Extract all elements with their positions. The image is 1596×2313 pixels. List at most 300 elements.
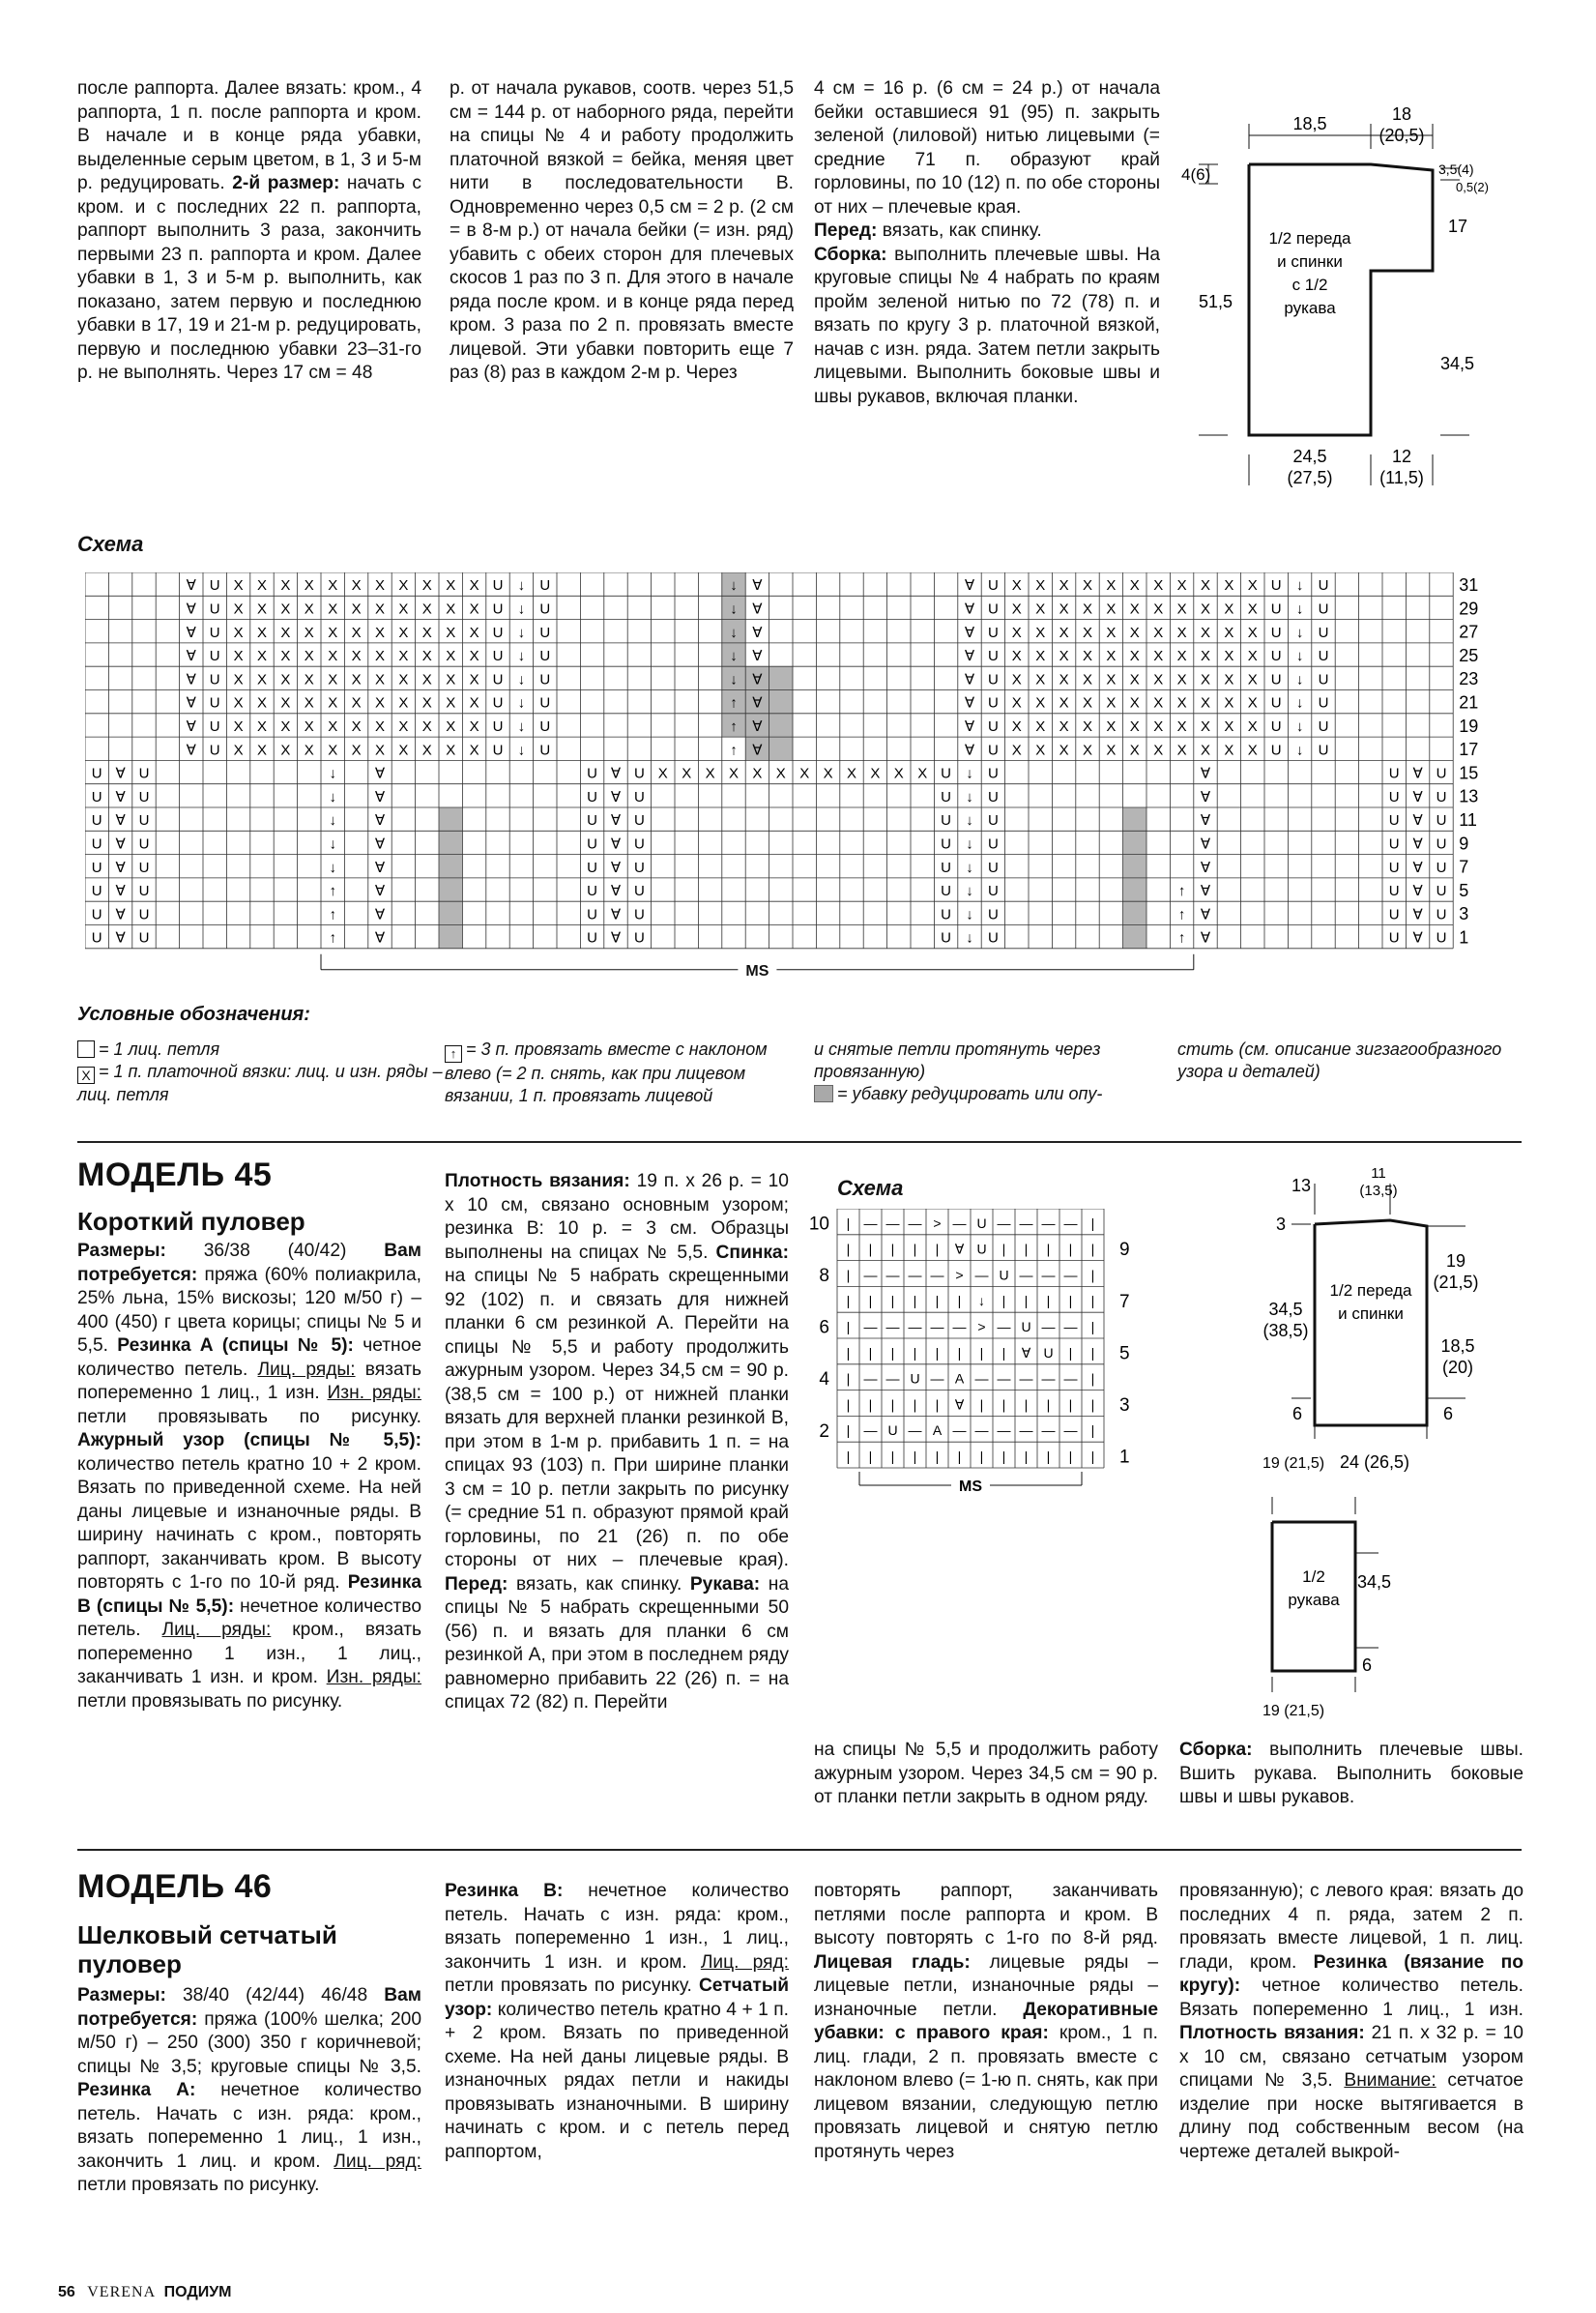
text-run: Плотность вязания: xyxy=(1179,2023,1365,2043)
chart-symbol: X xyxy=(1200,624,1211,641)
small-chart-symbol: — xyxy=(908,1215,922,1231)
legend-col-1 xyxy=(77,1039,445,1106)
chart-symbol: ∀ xyxy=(186,577,196,595)
chart-symbol: ∀ xyxy=(964,671,975,688)
chart-symbol: U xyxy=(1388,859,1400,876)
d13-text: (11,5) xyxy=(1379,468,1424,487)
chart-symbol: X xyxy=(351,577,362,595)
lab2-1: 1/2 xyxy=(1302,1567,1325,1586)
text-run: Лиц. ряды: xyxy=(257,1359,356,1380)
chart-symbol: X xyxy=(846,765,857,782)
small-chart-symbol: — xyxy=(863,1215,878,1231)
small-chart-symbol: U xyxy=(1021,1319,1031,1335)
chart-symbol: ↓ xyxy=(329,812,336,830)
chart-symbol: U xyxy=(1318,671,1329,688)
chart-symbol: ↓ xyxy=(1295,648,1304,665)
d11-text: (27,5) xyxy=(1287,468,1333,487)
d4-text: 4(6) xyxy=(1181,165,1211,184)
chart-symbol: ↓ xyxy=(966,788,973,805)
chart-symbol: X xyxy=(1035,648,1046,665)
lab1-1: 1/2 переда xyxy=(1329,1281,1412,1300)
chart-symbol: X xyxy=(775,765,786,782)
chart-symbol: X xyxy=(1176,742,1187,759)
chart-symbol: ↑ xyxy=(730,694,738,712)
chart-row-number: 9 xyxy=(1459,834,1469,854)
chart-symbol: ∀ xyxy=(115,765,126,782)
chart-symbol: U xyxy=(1270,600,1282,618)
model46-column-1 xyxy=(77,1984,421,2198)
chart-symbol: X xyxy=(1153,718,1164,736)
small-chart-symbol: — xyxy=(930,1267,944,1283)
grey-cell xyxy=(439,807,462,831)
chart-symbol: U xyxy=(941,835,952,853)
chart-symbol: U xyxy=(138,788,150,805)
chart-symbol: ∀ xyxy=(1200,788,1211,805)
chart-symbol: U xyxy=(539,742,551,759)
text-run: 21 п. х 32 р. = 10 х 10 см, связано сетчатым узором спицами № 3,5. xyxy=(1179,2023,1523,2091)
chart-symbol: X xyxy=(1247,694,1258,712)
chart-symbol: ∀ xyxy=(1200,929,1211,947)
model45-column-3 xyxy=(814,1739,1158,1810)
brand-podium: ПОДИУМ xyxy=(163,2284,232,2300)
chart-symbol: U xyxy=(1388,765,1400,782)
legend-1: = 1 лиц. петля xyxy=(99,1039,220,1059)
chart-symbol: ∀ xyxy=(1412,859,1423,876)
chart-symbol: X xyxy=(233,718,244,736)
small-chart-symbol: | xyxy=(846,1267,851,1283)
chart-symbol: ↓ xyxy=(730,648,738,665)
chart-symbol: X xyxy=(328,577,338,595)
chart-symbol: X xyxy=(1224,718,1234,736)
chart-symbol: ↓ xyxy=(966,835,973,853)
chart-symbol: U xyxy=(91,883,102,900)
chart-symbol: U xyxy=(633,765,645,782)
text-run: провязанную); с левого края: вязать до последних 4 п. ряда, затем 2 п. провязать вместе лицевой, 1 п. лиц. глади, кром. xyxy=(1179,1881,1523,1973)
a6-text: (21,5) xyxy=(1433,1273,1479,1292)
garter-symbol-icon: X xyxy=(77,1067,95,1084)
small-chart-symbol: | xyxy=(913,1449,917,1465)
small-chart-symbol: | xyxy=(935,1293,940,1309)
chart-symbol: U xyxy=(941,788,952,805)
model46-heading: МОДЕЛЬ 46 xyxy=(77,1868,273,1905)
chart-symbol: ↑ xyxy=(329,883,336,900)
chart-symbol: X xyxy=(1082,624,1093,641)
small-chart-symbol: — xyxy=(974,1422,989,1439)
chart-symbol: X xyxy=(328,600,338,618)
chart-symbol: X xyxy=(1035,742,1046,759)
chart-symbol: ∀ xyxy=(1412,906,1423,923)
chart-symbol: U xyxy=(138,812,150,830)
chart-symbol: ↑ xyxy=(329,929,336,947)
chart-symbol: ∀ xyxy=(752,718,763,736)
chart-symbol: X xyxy=(1176,648,1187,665)
chart-symbol: X xyxy=(374,648,386,665)
chart-symbol: U xyxy=(138,835,150,853)
small-chart-symbol: | xyxy=(1024,1396,1029,1413)
small-chart-symbol: | xyxy=(979,1344,984,1361)
chart-symbol: ↓ xyxy=(329,859,336,876)
chart-symbol: ↓ xyxy=(329,765,336,782)
chart-symbol: U xyxy=(587,929,598,947)
chart-symbol: X xyxy=(1082,671,1093,688)
text-run: количество петель кратно 10 + 2 кром. Вязать по приведенной схеме. На ней даны лицевые и изнаночные ряды. В ширину начинать с кром., повторять раппорт, заканчивать кром. В высоту повторять с 1-го по 10-й ряд. xyxy=(77,1453,421,1593)
text-run: 36/38 (40/42) xyxy=(165,1241,385,1261)
text-run: 19 п. х 26 р. = 10 х 10 см, связано основным узором; резинка В: 10 р. = 3 см. Образцы выполнены на спицах № 5,5. xyxy=(445,1171,789,1263)
d-label-2: и спинки xyxy=(1277,252,1343,271)
chart-symbol: X xyxy=(421,694,432,712)
small-chart-symbol: U xyxy=(887,1422,898,1439)
grey-cell xyxy=(439,831,462,854)
a2-text: 11 xyxy=(1371,1165,1386,1182)
grey-cell xyxy=(769,714,793,737)
assembly-text: выполнить плечевые швы. На круговые спицы № 4 набрать по краям пройм зеленой нитью по 72 (78) п. и вязать по кругу 3 р. платочной вязкой, начав с изн. ряда. Затем петли закрыть лицевыми. Выполнить боковые швы и швы рукавов, включая планки. xyxy=(814,244,1160,407)
small-chart-symbol: — xyxy=(863,1370,878,1387)
small-chart-symbol: | xyxy=(890,1449,895,1465)
chart-symbol: X xyxy=(1011,577,1022,595)
chart-symbol: ∀ xyxy=(374,929,386,947)
d9-text: 34,5 xyxy=(1440,354,1475,373)
chart-symbol: ∀ xyxy=(186,624,196,641)
text-run: нечетное количество петель. Начать с изн. ряда: кром., вязать попеременно 1 лиц., 1 изн., закончить 1 лиц. и кром. xyxy=(77,2080,421,2172)
chart-symbol: X xyxy=(351,742,362,759)
chart-symbol: X xyxy=(351,671,362,688)
small-chart-symbol: — xyxy=(908,1267,922,1283)
small-chart-symbol: | xyxy=(913,1293,917,1309)
chart-symbol: ∀ xyxy=(374,812,386,830)
chart-symbol: ∀ xyxy=(374,835,386,853)
small-chart-symbol: | xyxy=(846,1241,851,1257)
chart-symbol: ∀ xyxy=(374,859,386,876)
grey-cell xyxy=(1123,901,1146,924)
chart-symbol: X xyxy=(469,671,479,688)
chart-symbol: ↓ xyxy=(1295,600,1304,618)
chart-symbol: U xyxy=(1436,835,1447,853)
small-chart-symbol: | xyxy=(913,1241,917,1257)
chart-symbol: X xyxy=(351,648,362,665)
chart-symbol: X xyxy=(398,694,409,712)
a15-text: 34,5 xyxy=(1357,1572,1392,1592)
divider-1 xyxy=(77,1141,1522,1143)
chart-symbol: U xyxy=(941,812,952,830)
chart-symbol: X xyxy=(1011,624,1022,641)
chart-symbol: X xyxy=(374,742,386,759)
chart-symbol: ∀ xyxy=(115,929,126,947)
d2-text: 18 xyxy=(1391,106,1412,124)
text-run: кром., 1 п. лиц. глади, 2 п. провязать вместе с наклоном влево (= 1-ю п. снять, как при лицевом вязании, следующую петлю провязать лицевой и снятую петлю протянуть через xyxy=(814,2023,1158,2162)
chart-symbol: U xyxy=(987,577,999,595)
chart-symbol: X xyxy=(328,624,338,641)
chart-symbol: ∀ xyxy=(1412,835,1423,853)
divider-2 xyxy=(77,1849,1522,1851)
small-chart-symbol: | xyxy=(957,1344,962,1361)
chart-symbol: X xyxy=(304,600,314,618)
chart-symbol: X xyxy=(421,742,432,759)
legend-5: = убавку редуцировать или опу- xyxy=(837,1084,1103,1103)
chart-symbol: X xyxy=(1200,694,1211,712)
chart-symbol: U xyxy=(1270,694,1282,712)
chart-symbol: ↓ xyxy=(329,835,336,853)
chart-symbol: X xyxy=(421,718,432,736)
chart-symbol: ↑ xyxy=(1177,906,1186,923)
chart-symbol: X xyxy=(1153,648,1164,665)
chart-symbol: U xyxy=(587,883,598,900)
small-chart-symbol: ∀ xyxy=(1021,1344,1031,1361)
model45-title: Короткий пуловер xyxy=(77,1207,305,1236)
chart-symbol: X xyxy=(351,600,362,618)
chart-symbol: X xyxy=(328,694,338,712)
small-chart-symbol: | xyxy=(868,1449,873,1465)
chart-symbol: U xyxy=(1270,577,1282,595)
chart-symbol: X xyxy=(1059,624,1069,641)
chart-symbol: X xyxy=(1035,671,1046,688)
small-chart-symbol: | xyxy=(1001,1396,1006,1413)
chart-symbol: ↓ xyxy=(730,624,738,641)
chart-symbol: X xyxy=(233,742,244,759)
chart-symbol: ∀ xyxy=(752,742,763,759)
small-chart-symbol: | xyxy=(846,1293,851,1309)
chart-symbol: U xyxy=(987,812,999,830)
chart-symbol: X xyxy=(469,742,479,759)
chart-symbol: U xyxy=(138,859,150,876)
model46-column-2 xyxy=(445,1880,789,2164)
small-chart-symbol: — xyxy=(1019,1267,1033,1283)
model45-assembly-label: Сборка: xyxy=(1179,1740,1253,1760)
small-chart-symbol: | xyxy=(890,1396,895,1413)
page-number: 56 xyxy=(58,2284,75,2300)
chart-symbol: U xyxy=(1318,694,1329,712)
schema1-title: Схема xyxy=(77,532,144,556)
chart-symbol: ∀ xyxy=(115,883,126,900)
chart-symbol: ↓ xyxy=(517,694,526,712)
chart-symbol: X xyxy=(446,671,456,688)
chart-symbol: X xyxy=(374,624,386,641)
text-run: Резинка В: xyxy=(445,1881,564,1901)
text-run: Резинка А (спицы № 5): xyxy=(117,1335,354,1356)
chart-row-number: 11 xyxy=(1459,809,1477,830)
small-chart-symbol: — xyxy=(1063,1422,1078,1439)
grey-cell xyxy=(439,878,462,901)
small-chart-symbol: — xyxy=(1041,1422,1056,1439)
text-run: Лиц. ряд: xyxy=(700,1951,789,1973)
chart-symbol: ↓ xyxy=(1295,624,1304,641)
chart-symbol: X xyxy=(280,577,291,595)
chart-symbol: ↓ xyxy=(1295,718,1304,736)
chart-symbol: X xyxy=(398,742,409,759)
chart-symbol: U xyxy=(539,648,551,665)
chart-symbol: U xyxy=(539,694,551,712)
small-chart-symbol: | xyxy=(868,1396,873,1413)
a9-text: 18,5 xyxy=(1440,1336,1475,1356)
chart-symbol: U xyxy=(209,742,220,759)
chart-symbol: U xyxy=(1436,929,1447,947)
small-chart-symbol: — xyxy=(952,1319,967,1335)
text-run: сетчатое изделие при носке вытягивается в длину под собственным весом (на чертеже деталей выкрой- xyxy=(1179,2070,1523,2162)
lab2-2: рукава xyxy=(1288,1591,1340,1609)
chart-row-number: 23 xyxy=(1459,669,1479,689)
small-chart-symbol: > xyxy=(955,1267,964,1283)
small-chart-symbol: — xyxy=(997,1319,1011,1335)
chart-symbol: ∀ xyxy=(115,906,126,923)
chart-symbol: ∀ xyxy=(115,812,126,830)
chart-symbol: X xyxy=(446,600,456,618)
chart-symbol: U xyxy=(941,859,952,876)
chart-symbol: X xyxy=(280,624,291,641)
d6-text: 0,5(2) xyxy=(1456,180,1489,194)
small-chart-symbol: ∀ xyxy=(954,1241,965,1257)
chart-symbol: U xyxy=(633,883,645,900)
small-chart-symbol: | xyxy=(935,1241,940,1257)
chart-symbol: U xyxy=(941,906,952,923)
chart-symbol: X xyxy=(1224,648,1234,665)
small-chart-symbol: | xyxy=(1046,1396,1051,1413)
chart-symbol: ↓ xyxy=(730,577,738,595)
lab1-2: и спинки xyxy=(1338,1304,1404,1323)
schema2-title: Схема xyxy=(837,1176,904,1200)
small-chart-row-right: 7 xyxy=(1119,1291,1130,1312)
chart-symbol: X xyxy=(1176,577,1187,595)
small-chart-symbol: — xyxy=(952,1422,967,1439)
text-run: Лиц. ряд: xyxy=(334,2151,421,2172)
text-run: четное количество петель. xyxy=(77,1335,421,1380)
small-chart-symbol: | xyxy=(957,1449,962,1465)
top-c2-text: р. от начала рукавов, соотв. через 51,5 см = 144 р. от наборного ряда, перейти на спицы № 4 и работу продолжить платочной вязкой = бейка, меняя цвет нити в последовательности В. Одновременно через 0,5 см = 2 р. (2 см = в 8-м р.) от начала бейки (= изн. ряд) убавить с обеих сторон для плечевых скосов 1 раз по 3 п. Для этого в начале ряда после кром. и в конце ряда перед кром. 3 раза по 2 п. провязать вместе лицевой. Эти убавки повторить еще 7 раз (8) раз в каждом 2-м р. Через xyxy=(450,78,794,383)
chart-symbol: U xyxy=(1436,765,1447,782)
chart-symbol: U xyxy=(633,906,645,923)
chart-symbol: X xyxy=(1247,577,1258,595)
legend-3: = 3 п. провязать вместе с наклоном влево (= 2 п. снять, как при лицевом вязании, 1 п. провязать лицевой xyxy=(445,1039,768,1105)
front-text: вязать, как спинку. xyxy=(877,220,1042,241)
chart-symbol: U xyxy=(91,765,102,782)
small-chart-symbol: | xyxy=(1068,1344,1073,1361)
small-chart-symbol: | xyxy=(1024,1293,1029,1309)
small-chart-symbol: | xyxy=(846,1396,851,1413)
chart-symbol: X xyxy=(256,600,268,618)
chart-symbol: ∀ xyxy=(752,624,763,641)
chart-row-number: 3 xyxy=(1459,904,1469,924)
chart-symbol: X xyxy=(469,648,479,665)
chart-symbol: X xyxy=(1106,671,1117,688)
chart-symbol: ∀ xyxy=(964,742,975,759)
chart-symbol: X xyxy=(1011,718,1022,736)
chart-symbol: ∀ xyxy=(964,600,975,618)
chart-symbol: U xyxy=(987,624,999,641)
chart-symbol: X xyxy=(1200,600,1211,618)
text-run: Лицевая гладь: xyxy=(814,1951,971,1973)
chart-symbol: ∀ xyxy=(186,648,196,665)
chart-symbol: X xyxy=(1247,600,1258,618)
text-run: Ажурный узор (спицы № 5,5): xyxy=(77,1430,421,1450)
chart-symbol: X xyxy=(1106,742,1117,759)
chart-symbol: X xyxy=(351,694,362,712)
grey-cell xyxy=(1123,831,1146,854)
d7-text: 17 xyxy=(1448,217,1468,236)
small-chart-symbol: | xyxy=(1001,1449,1006,1465)
chart-symbol: X xyxy=(280,600,291,618)
small-chart-symbol: | xyxy=(846,1344,851,1361)
chart-symbol: U xyxy=(587,906,598,923)
chart-symbol: U xyxy=(987,859,999,876)
text-run: 38/40 (42/44) 46/48 xyxy=(165,1985,385,2006)
chart-symbol: ↓ xyxy=(730,600,738,618)
legend-4: и снятые петли протянуть через провязанную) xyxy=(814,1039,1101,1081)
text-run: вязать попеременно 1 лиц., 1 изн. xyxy=(77,1359,422,1403)
knit-symbol-icon xyxy=(77,1040,95,1058)
small-chart-symbol: — xyxy=(1063,1319,1078,1335)
text-run: пряжа (60% полиакрила, 25% льна, 15% вискозы; 120 м/50 г) – 400 (450) г цвета корицы; спицы № 5 и 5,5. xyxy=(77,1264,421,1356)
small-chart-symbol: | xyxy=(1001,1241,1006,1257)
chart-symbol: X xyxy=(256,694,268,712)
chart-symbol: U xyxy=(587,859,598,876)
small-chart-symbol: — xyxy=(1041,1267,1056,1283)
chart-symbol: X xyxy=(752,765,763,782)
chart-symbol: U xyxy=(1436,788,1447,805)
text-run: Вам потребуется: xyxy=(77,1241,421,1285)
chart-symbol: X xyxy=(374,718,386,736)
chart-symbol: X xyxy=(1176,718,1187,736)
chart-symbol: X xyxy=(233,577,244,595)
small-chart-symbol: — xyxy=(885,1319,900,1335)
chart-symbol: X xyxy=(304,694,314,712)
a1-text: 13 xyxy=(1291,1176,1312,1195)
model46-title-1: Шелковый сетчатый xyxy=(77,1920,337,1949)
chart-symbol: ↓ xyxy=(966,883,973,900)
chart-symbol: X xyxy=(1011,648,1022,665)
chart-symbol: U xyxy=(1270,718,1282,736)
legend-2: = 1 п. платочной вязки: лиц. и изн. ряды – лиц. петля xyxy=(77,1062,443,1104)
chart-symbol: X xyxy=(328,742,338,759)
chart-symbol: ∀ xyxy=(610,906,622,923)
chart-symbol: X xyxy=(1247,671,1258,688)
small-chart-symbol: | xyxy=(957,1293,962,1309)
chart-symbol: X xyxy=(1082,718,1093,736)
chart-symbol: ↓ xyxy=(966,929,973,947)
chart-symbol: U xyxy=(941,929,952,947)
ms-label: MS xyxy=(745,962,769,980)
chart-symbol: X xyxy=(280,742,291,759)
a8-text: (38,5) xyxy=(1262,1321,1309,1340)
small-chart-symbol: | xyxy=(890,1344,895,1361)
small-chart-symbol: U xyxy=(976,1215,987,1231)
chart-symbol: U xyxy=(1388,906,1400,923)
small-chart-symbol: — xyxy=(1041,1370,1056,1387)
d-label-3: с 1/2 xyxy=(1291,276,1328,294)
chart-symbol: X xyxy=(280,671,291,688)
chart-symbol: X xyxy=(1129,600,1140,618)
top-c1-p2: начать с кром. и с последних 22 п. раппорта, раппорт выполнить 3 раза, закончить первыми 23 п. раппорта и кром. Далее убавки в 1, 3 и 5-м р. выполнить, как показано, затем первую и последнюю убавки в 17, 19 и 21-м р. редуцировать, первую и последнюю убавки 23–31-го р. не выполнять. Через 17 см = 48 xyxy=(77,173,421,383)
small-chart-symbol: | xyxy=(935,1449,940,1465)
chart-symbol: X xyxy=(1224,671,1234,688)
grey-cell xyxy=(439,855,462,878)
chart-symbol: X xyxy=(374,671,386,688)
top-column-1 xyxy=(77,77,421,386)
chart-symbol: U xyxy=(987,929,999,947)
diagram-model44-pattern xyxy=(1179,106,1547,503)
small-ms-label: MS xyxy=(959,1479,982,1495)
d1-text: 18,5 xyxy=(1292,114,1327,133)
small-chart-symbol: | xyxy=(846,1215,851,1231)
chart-symbol: U xyxy=(633,788,645,805)
chart-symbol: X xyxy=(1059,577,1069,595)
chart-symbol: X xyxy=(1059,600,1069,618)
chart-symbol: ∀ xyxy=(1412,883,1423,900)
text-run: петли провязать по рисунку. xyxy=(445,1976,699,1996)
chart-symbol: X xyxy=(398,577,409,595)
legend-6: стить (см. описание зигзагообразного узора и деталей) xyxy=(1177,1039,1502,1081)
chart-symbol: X xyxy=(233,648,244,665)
text-run: Перед: xyxy=(445,1573,508,1595)
chart-row-number: 5 xyxy=(1459,880,1469,900)
chart-row-number: 19 xyxy=(1459,716,1479,736)
